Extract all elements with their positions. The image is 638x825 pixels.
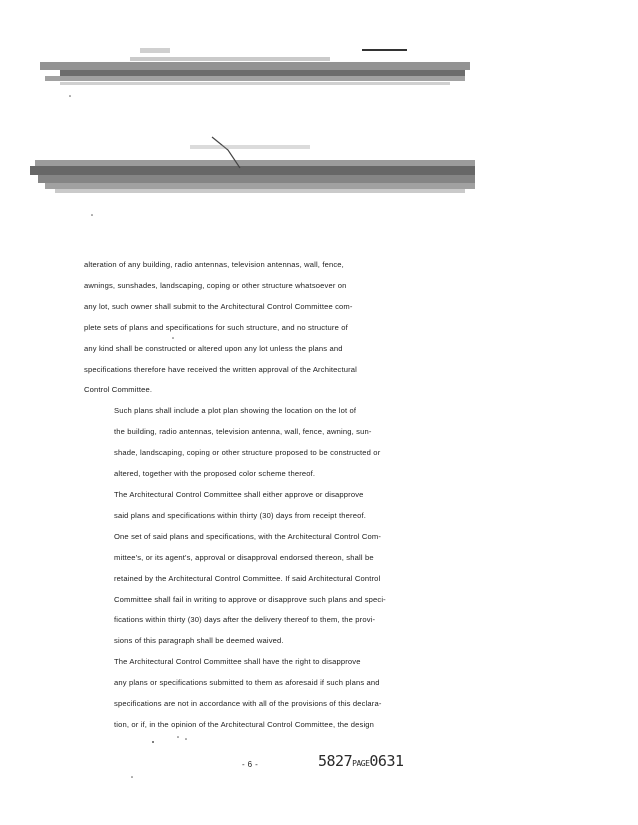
paragraph	[84, 255, 436, 401]
paragraph	[84, 401, 436, 485]
text-line: awnings, sunshades, landscaping, coping or other structure whatsoever on	[84, 280, 347, 290]
text-line: fications within thirty (30) days after the delivery thereof to them, the provi-	[114, 615, 376, 625]
text-line: said plans and specifications within thirty (30) days from receipt thereof.	[114, 510, 366, 520]
text-line: plete sets of plans and specifications for such structure, and no structure of	[84, 322, 348, 332]
document-body-text	[84, 255, 436, 736]
recording-stamp	[318, 752, 404, 770]
text-line: One set of said plans and specifications, with the Architectural Control Com-	[114, 531, 382, 541]
text-line: any plans or specifications submitted to them as aforesaid if such plans and	[114, 678, 380, 688]
text-line: Such plans shall include a plot plan showing the location on the lot of	[114, 406, 357, 416]
redacted-band-top	[40, 48, 470, 85]
text-line: specifications therefore have received the written approval of the Architectural	[84, 364, 358, 374]
recording-stamp-mid: PAGE	[352, 759, 370, 768]
text-line: Control Committee.	[84, 385, 153, 395]
text-line: sions of this paragraph shall be deemed waived.	[114, 636, 284, 646]
recording-stamp-page: 0631	[369, 752, 404, 770]
text-line: the building, radio antennas, television antenna, wall, fence, awning, sun-	[114, 427, 372, 437]
text-line: shade, landscaping, coping or other structure proposed to be constructed or	[114, 448, 381, 458]
text-line: altered, together with the proposed color scheme thereof.	[114, 469, 316, 479]
text-line: specifications are not in accordance with all of the provisions of this declara-	[114, 699, 382, 709]
redacted-band-bottom	[30, 137, 475, 193]
text-line: The Architectural Control Committee shall either approve or disapprove	[114, 489, 364, 499]
paragraph	[84, 485, 436, 652]
paragraph	[84, 652, 436, 736]
recording-stamp-book: 5827	[318, 752, 353, 770]
text-line: The Architectural Control Committee shall have the right to disapprove	[114, 657, 361, 667]
text-line: mittee's, or its agent's, approval or disapproval endorsed thereon, shall be	[114, 552, 374, 562]
page-number: - 6 -	[242, 760, 259, 769]
text-line: any kind shall be constructed or altered upon any lot unless the plans and	[84, 343, 343, 353]
text-line: retained by the Architectural Control Committee. If said Architectural Control	[114, 573, 381, 583]
text-line: any lot, such owner shall submit to the Architectural Control Committee com-	[84, 301, 353, 311]
text-line: tion, or if, in the opinion of the Architectural Control Committee, the design	[114, 719, 375, 729]
text-line: Committee shall fail in writing to approve or disapprove such plans and speci-	[114, 594, 386, 604]
text-line: alteration of any building, radio antennas, television antennas, wall, fence,	[84, 260, 344, 269]
